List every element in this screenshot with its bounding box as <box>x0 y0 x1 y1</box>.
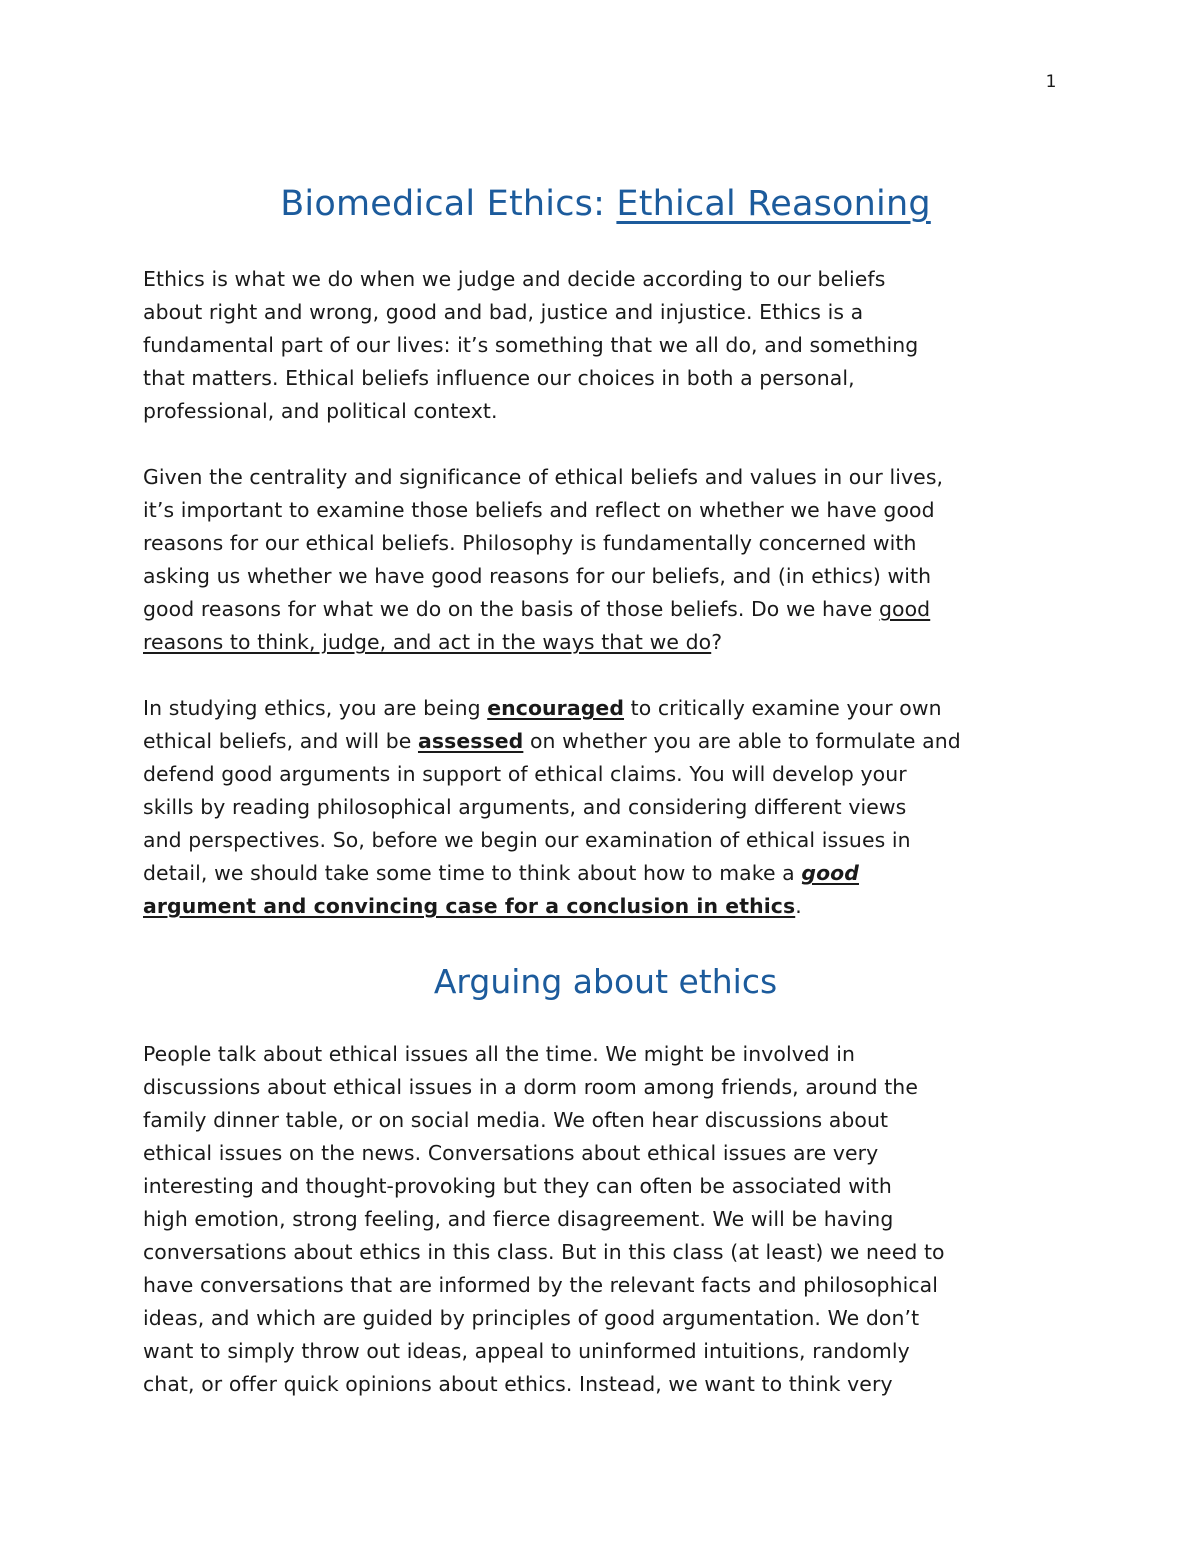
page-number: 1 <box>1045 72 1057 92</box>
document-body <box>143 180 1068 1401</box>
argument-emphasis: argument and convincing case for a conclusion in ethics <box>143 894 796 918</box>
paragraph-3-text-3: on whether you are able to formulate and defend good arguments in support of ethical claims. You will develop your skills by reading philosophical arguments, and considering different views and perspectives. So, before we begin our examination of ethical issues in detail, we should take some time to think about how to make a <box>143 729 961 885</box>
paragraph-3-text-2: to critically examine your own ethical beliefs, and will be <box>143 696 942 753</box>
good-emphasis: good <box>801 861 859 885</box>
paragraph-2-end: ? <box>711 630 723 654</box>
paragraph-4: People talk about ethical issues all the time. We might be involved in discussions about ethical issues in a dorm room among friends, around the family dinner table, or on social media. We often hear discussions about ethical issues on the news. Conversations about ethical issues are very interesting and thought-provoking but they can often be associated with high emotion, strong feeling, and fierce disagreement. We will be having conversations about ethics in this class. But in this class (at least) we need to have conversations that are informed by the relevant facts and philosophical ideas, and which are guided by principles of good argumentation. We don’t want to simply throw out ideas, appeal to uninformed intuitions, randomly chat, or offer quick opinions about ethics. Instead, we want to think very <box>143 1042 945 1396</box>
assessed-emphasis: assessed <box>417 729 524 753</box>
section-heading: Arguing about ethics <box>433 962 778 1001</box>
paragraph-3-text-1: In studying ethics, you are being <box>143 696 488 720</box>
paragraph-1: Ethics is what we do when we judge and decide according to our beliefs about right and wrong, good and bad, justice and injustice. Ethics is a fundamental part of our lives: it’s something that we all do, and something that matters. Ethical beliefs influence our choices in both a personal, professional, and political context. <box>143 267 919 423</box>
good-reasons-underline: good reasons to think, judge, and act in the ways that we do <box>143 597 931 654</box>
paragraph-2 <box>143 461 1068 659</box>
title-prefix: Biomedical Ethics: <box>280 184 617 224</box>
title-underlined: Ethical Reasoning <box>616 184 931 224</box>
paragraph-3 <box>143 692 1068 923</box>
page-title <box>143 180 1068 228</box>
encouraged-emphasis: encouraged <box>487 696 625 720</box>
paragraph-2-text: Given the centrality and significance of ethical beliefs and values in our lives, it’s important to examine those beliefs and reflect on whether we have good reasons for our ethical beliefs. Philosophy is fundamentally concerned with asking us whether we have good reasons for our beliefs, and (in ethics) with good reasons for what we do on the basis of those beliefs. Do we have <box>143 465 944 621</box>
paragraph-3-end: . <box>795 894 802 918</box>
